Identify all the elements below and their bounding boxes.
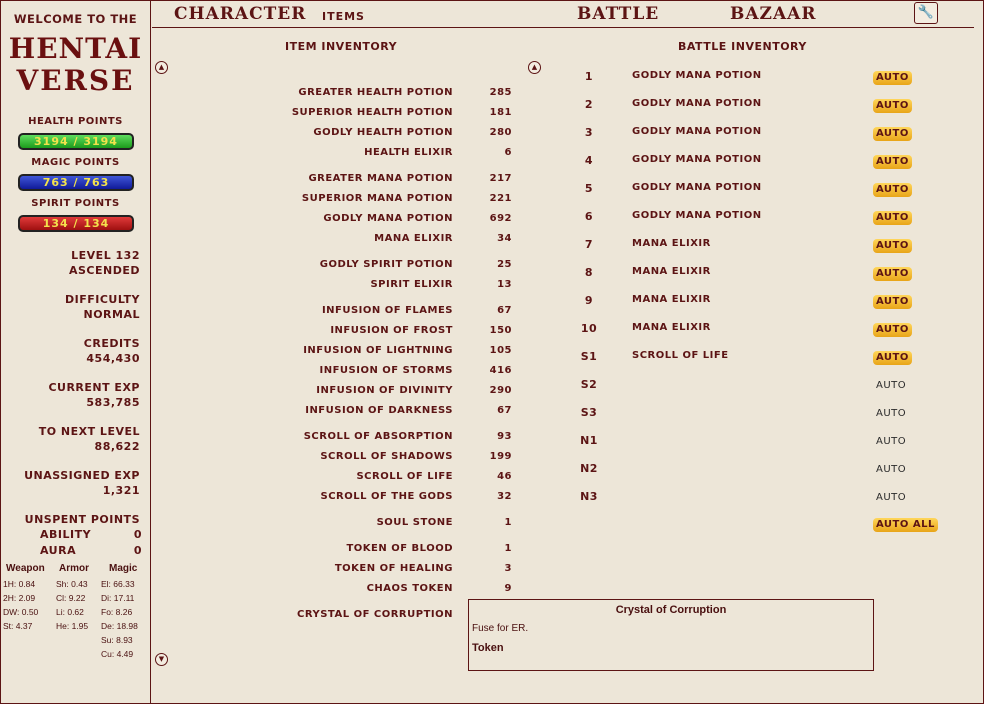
health-label: HEALTH POINTS xyxy=(28,116,123,127)
slot-item[interactable]: GODLY MANA POTION xyxy=(632,126,762,137)
auto-toggle[interactable]: AUTO xyxy=(876,464,907,475)
item-quantity: 3 xyxy=(504,563,512,574)
auto-toggle[interactable]: AUTO xyxy=(873,323,912,337)
item-name[interactable]: GODLY HEALTH POTION xyxy=(313,127,453,138)
item-name[interactable]: INFUSION OF FROST xyxy=(330,325,453,336)
item-name[interactable]: CRYSTAL OF CORRUPTION xyxy=(297,609,453,620)
logo-line-1: HENTAI xyxy=(8,32,143,65)
weapon-stat: 2H: 2.09 xyxy=(3,593,36,603)
magic-stat: El: 66.33 xyxy=(101,579,135,589)
item-name[interactable]: CHAOS TOKEN xyxy=(366,583,453,594)
item-quantity: 221 xyxy=(489,193,512,204)
logo-line-2: VERSE xyxy=(16,64,135,97)
item-quantity: 1 xyxy=(504,543,512,554)
item-name[interactable]: GREATER HEALTH POTION xyxy=(298,87,453,98)
magic-stat: De: 18.98 xyxy=(101,621,138,631)
next-level-block xyxy=(39,424,140,454)
item-name[interactable]: SOUL STONE xyxy=(376,517,453,528)
slot-number: 3 xyxy=(584,126,594,139)
item-name[interactable]: SCROLL OF THE GODS xyxy=(320,491,453,502)
item-name[interactable]: INFUSION OF LIGHTNING xyxy=(303,345,453,356)
item-name[interactable]: GODLY MANA POTION xyxy=(323,213,453,224)
character-sidebar xyxy=(0,0,151,704)
slot-number: 2 xyxy=(584,98,594,111)
item-name[interactable]: HEALTH ELIXIR xyxy=(364,147,453,158)
weapon-stat: St: 4.37 xyxy=(3,621,33,631)
item-quantity: 1 xyxy=(504,517,512,528)
item-inventory-title: ITEM INVENTORY xyxy=(285,40,398,53)
weapon-stat: DW: 0.50 xyxy=(3,607,39,617)
unspent-label: UNSPENT POINTS xyxy=(24,513,140,526)
slot-item[interactable]: MANA ELIXIR xyxy=(632,294,711,305)
auto-toggle[interactable]: AUTO xyxy=(873,239,912,253)
nav-battle[interactable]: BATTLE xyxy=(577,4,660,24)
item-tooltip xyxy=(468,599,874,671)
slot-number: 1 xyxy=(584,70,594,83)
slot-number: 6 xyxy=(584,210,594,223)
health-bar: 3194 / 3194 xyxy=(18,133,134,150)
difficulty-value: NORMAL xyxy=(83,308,140,321)
auto-all-button[interactable]: AUTO ALL xyxy=(873,518,938,532)
next-level-value: 88,622 xyxy=(94,440,140,453)
item-quantity: 93 xyxy=(497,431,512,442)
auto-toggle[interactable]: AUTO xyxy=(873,183,912,197)
credits-label: CREDITS xyxy=(83,337,140,350)
weapon-header: Weapon xyxy=(6,563,45,574)
item-quantity: 67 xyxy=(497,405,512,416)
item-quantity: 46 xyxy=(497,471,512,482)
slot-number: 4 xyxy=(584,154,594,167)
magic-stat: Su: 8.93 xyxy=(101,635,133,645)
tooltip-description: Fuse for ER. xyxy=(472,623,529,634)
item-quantity: 290 xyxy=(489,385,512,396)
auto-toggle[interactable]: AUTO xyxy=(873,155,912,169)
difficulty-block xyxy=(65,292,140,322)
item-quantity: 6 xyxy=(504,147,512,158)
item-name[interactable]: INFUSION OF FLAMES xyxy=(321,305,453,316)
exp-value: 583,785 xyxy=(86,396,140,409)
nav-bazaar[interactable]: BAZAAR xyxy=(730,4,817,24)
item-quantity: 181 xyxy=(489,107,512,118)
item-name[interactable]: SUPERIOR HEALTH POTION xyxy=(291,107,453,118)
slot-item[interactable]: SCROLL OF LIFE xyxy=(632,350,729,361)
magic-header: Magic xyxy=(109,563,138,574)
auto-toggle[interactable]: AUTO xyxy=(876,492,907,503)
magic-stat: Di: 17.11 xyxy=(101,593,135,603)
ability-value: 0 xyxy=(133,528,142,541)
slot-number: 9 xyxy=(584,294,594,307)
item-quantity: 13 xyxy=(497,279,512,290)
item-name[interactable]: TOKEN OF HEALING xyxy=(334,563,453,574)
scroll-down-icon[interactable]: ▼ xyxy=(155,653,168,666)
ability-row xyxy=(40,528,142,541)
slot-number: N2 xyxy=(580,462,598,475)
spirit-bar: 134 / 134 xyxy=(18,215,134,232)
slot-item[interactable]: MANA ELIXIR xyxy=(632,266,711,277)
item-name[interactable]: SUPERIOR MANA POTION xyxy=(301,193,453,204)
item-quantity: 280 xyxy=(489,127,512,138)
aura-label: AURA xyxy=(40,544,77,557)
item-name[interactable]: GREATER MANA POTION xyxy=(308,173,453,184)
unassigned-block xyxy=(24,468,140,498)
nav-character[interactable]: CHARACTER xyxy=(174,4,307,24)
auto-toggle[interactable]: AUTO xyxy=(876,408,907,419)
difficulty-label: DIFFICULTY xyxy=(64,293,140,306)
item-name[interactable]: SCROLL OF LIFE xyxy=(356,471,453,482)
nav-items[interactable]: ITEMS xyxy=(322,10,365,23)
slot-item[interactable]: MANA ELIXIR xyxy=(632,238,711,249)
slot-item[interactable]: GODLY MANA POTION xyxy=(632,98,762,109)
credits-value: 454,430 xyxy=(86,352,140,365)
item-name[interactable]: INFUSION OF STORMS xyxy=(319,365,453,376)
spirit-label: SPIRIT POINTS xyxy=(31,198,120,209)
item-quantity: 105 xyxy=(489,345,512,356)
slot-number: S2 xyxy=(580,378,598,391)
aura-row xyxy=(40,544,142,557)
slot-number: 8 xyxy=(584,266,594,279)
scroll-up-icon[interactable]: ▲ xyxy=(155,61,168,74)
slot-number: N3 xyxy=(580,490,598,503)
slot-number: 10 xyxy=(580,322,598,335)
exp-label: CURRENT EXP xyxy=(48,381,140,394)
unassigned-value: 1,321 xyxy=(102,484,140,497)
tooltip-title: Crystal of Corruption xyxy=(615,604,727,616)
auto-toggle[interactable]: AUTO xyxy=(873,211,912,225)
auto-toggle[interactable]: AUTO xyxy=(873,99,912,113)
armor-stat: Cl: 9.22 xyxy=(56,593,86,603)
level-block xyxy=(69,248,140,278)
top-nav xyxy=(152,0,974,28)
armor-stat: Sh: 0.43 xyxy=(56,579,88,589)
rank: ASCENDED xyxy=(68,264,140,277)
item-quantity: 34 xyxy=(497,233,512,244)
level: LEVEL 132 xyxy=(71,249,140,262)
item-name[interactable]: INFUSION OF DIVINITY xyxy=(316,385,453,396)
slot-item[interactable]: MANA ELIXIR xyxy=(632,322,711,333)
item-quantity: 285 xyxy=(489,87,512,98)
magic-stat: Cu: 4.49 xyxy=(101,649,134,659)
slot-item[interactable]: GODLY MANA POTION xyxy=(632,154,762,165)
item-quantity: 416 xyxy=(489,365,512,376)
item-quantity: 217 xyxy=(489,173,512,184)
weapon-stats xyxy=(3,577,38,633)
item-quantity: 32 xyxy=(497,491,512,502)
auto-toggle[interactable]: AUTO xyxy=(876,436,907,447)
weapon-stat: 1H: 0.84 xyxy=(3,579,36,589)
slot-item[interactable]: GODLY MANA POTION xyxy=(632,210,762,221)
aura-value: 0 xyxy=(133,544,142,557)
slot-item[interactable]: GODLY MANA POTION xyxy=(632,70,762,81)
welcome-text: WELCOME TO THE xyxy=(13,12,138,26)
auto-toggle[interactable]: AUTO xyxy=(873,127,912,141)
item-quantity: 150 xyxy=(489,325,512,336)
battle-inventory-title: BATTLE INVENTORY xyxy=(678,40,807,53)
item-name[interactable]: TOKEN OF BLOOD xyxy=(346,543,453,554)
magic-stats xyxy=(101,577,138,661)
magic-label: MAGIC POINTS xyxy=(31,157,120,168)
item-quantity: 692 xyxy=(489,213,512,224)
item-name[interactable]: SCROLL OF SHADOWS xyxy=(320,451,453,462)
slot-number: N1 xyxy=(580,434,598,447)
magic-bar: 763 / 763 xyxy=(18,174,134,191)
next-level-label: TO NEXT LEVEL xyxy=(38,425,140,438)
item-quantity: 67 xyxy=(497,305,512,316)
auto-toggle[interactable]: AUTO xyxy=(876,380,907,391)
slot-number: 7 xyxy=(584,238,594,251)
auto-toggle[interactable]: AUTO xyxy=(873,71,912,85)
auto-toggle[interactable]: AUTO xyxy=(873,295,912,309)
magic-stat: Fo: 8.26 xyxy=(101,607,133,617)
ability-label: ABILITY xyxy=(40,528,92,541)
slot-number: 5 xyxy=(584,182,594,195)
credits-block xyxy=(84,336,140,366)
armor-stats xyxy=(56,577,88,633)
slot-number: S1 xyxy=(580,350,598,363)
auto-toggle[interactable]: AUTO xyxy=(873,351,912,365)
item-name[interactable]: GODLY SPIRIT POTION xyxy=(319,259,453,270)
item-name[interactable]: INFUSION OF DARKNESS xyxy=(305,405,453,416)
exp-block xyxy=(48,380,140,410)
item-quantity: 9 xyxy=(504,583,512,594)
tooltip-type: Token xyxy=(472,642,504,654)
unassigned-label: UNASSIGNED EXP xyxy=(24,469,140,482)
wrench-icon[interactable]: 🔧 xyxy=(914,2,938,24)
scroll-up-icon[interactable]: ▲ xyxy=(528,61,541,74)
item-quantity: 25 xyxy=(497,259,512,270)
slot-number: S3 xyxy=(580,406,598,419)
item-quantity: 199 xyxy=(489,451,512,462)
auto-toggle[interactable]: AUTO xyxy=(873,267,912,281)
slot-item[interactable]: GODLY MANA POTION xyxy=(632,182,762,193)
item-name[interactable]: SPIRIT ELIXIR xyxy=(370,279,453,290)
armor-header: Armor xyxy=(59,563,90,574)
armor-stat: Li: 0.62 xyxy=(56,607,84,617)
item-name[interactable]: SCROLL OF ABSORPTION xyxy=(303,431,453,442)
item-name[interactable]: MANA ELIXIR xyxy=(374,233,453,244)
armor-stat: He: 1.95 xyxy=(56,621,89,631)
